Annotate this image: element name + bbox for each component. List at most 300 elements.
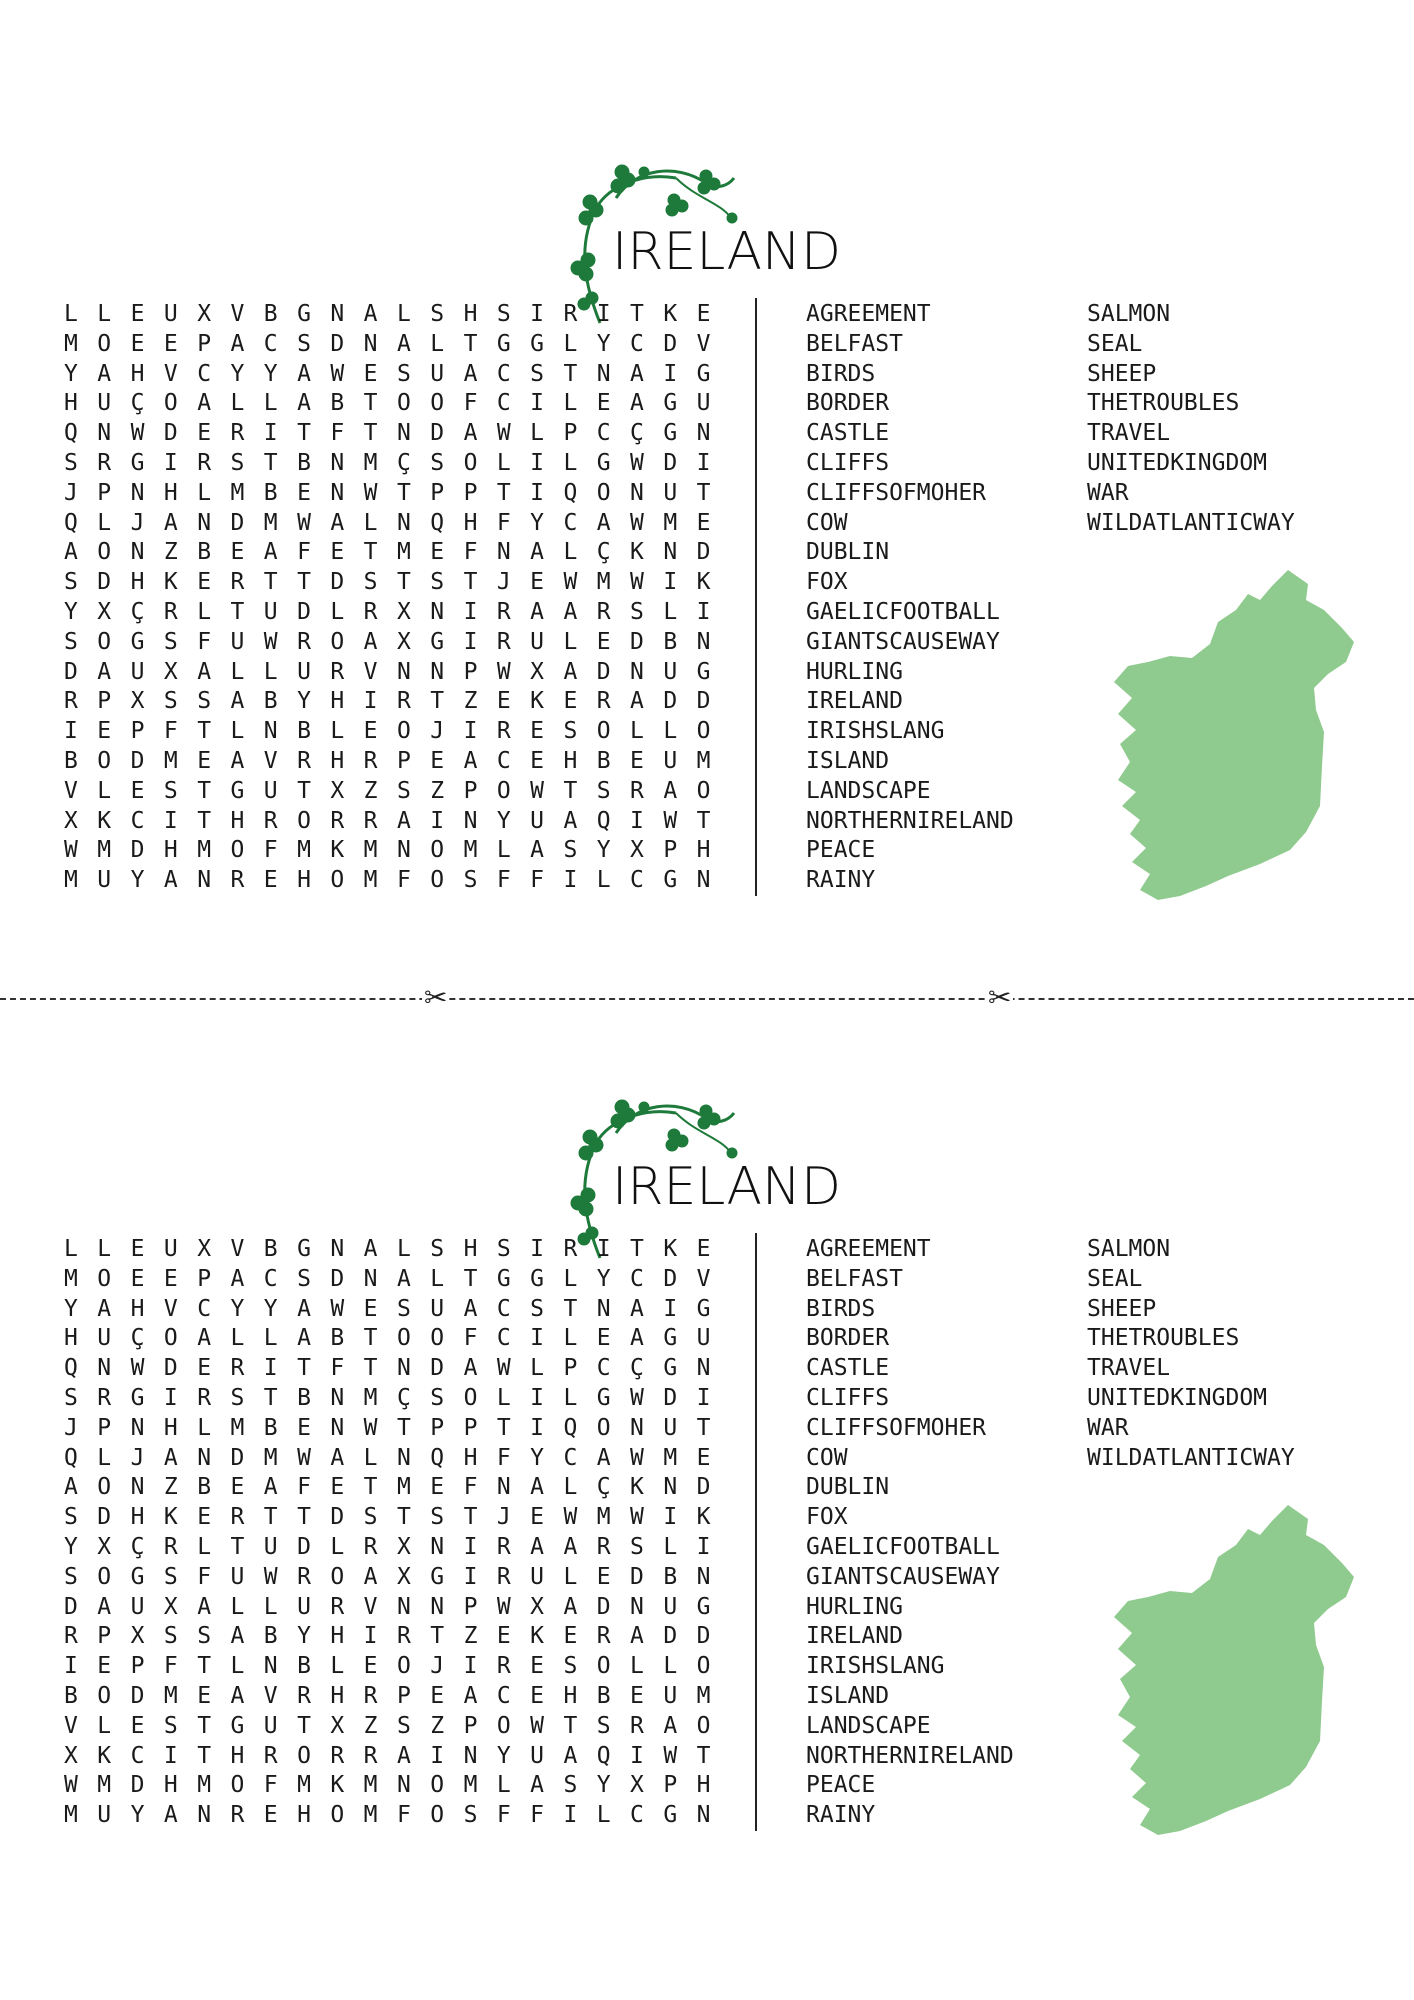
grid-letter: O xyxy=(396,718,411,745)
grid-letter: L xyxy=(330,598,345,625)
grid-letter: P xyxy=(663,837,678,864)
grid-letter: A xyxy=(563,598,578,625)
grid-row xyxy=(64,1771,730,1801)
grid-letter: S xyxy=(163,628,178,655)
grid-letter: I xyxy=(363,688,378,715)
grid-letter: L xyxy=(230,390,245,417)
grid-letter: L xyxy=(563,1325,578,1352)
grid-letter: Ç xyxy=(396,1384,411,1411)
grid-letter: M xyxy=(463,837,478,864)
grid-letter: A xyxy=(530,1533,545,1560)
grid-row xyxy=(64,836,730,866)
grid-letter: A xyxy=(297,390,311,417)
grid-letter: H xyxy=(330,688,345,715)
grid-letter: T xyxy=(363,539,378,566)
word-list-left xyxy=(806,300,1014,896)
grid-letter: T xyxy=(696,1742,711,1769)
grid-letter: N xyxy=(430,1533,445,1560)
grid-letter: M xyxy=(163,747,178,774)
grid-letter: E xyxy=(130,1712,145,1739)
grid-letter: D xyxy=(696,1623,711,1650)
grid-letter: R xyxy=(230,867,245,894)
grid-letter: P xyxy=(463,777,478,804)
grid-letter: N xyxy=(130,479,145,506)
grid-letter: L xyxy=(97,1236,112,1262)
grid-letter: I xyxy=(630,807,644,834)
grid-letter: Q xyxy=(563,1414,578,1441)
grid-letter: N xyxy=(396,1772,411,1799)
grid-letter: E xyxy=(430,747,445,774)
grid-letter: T xyxy=(563,777,578,804)
grid-letter: G xyxy=(663,1802,678,1829)
grid-letter: H xyxy=(330,1623,345,1650)
grid-letter: G xyxy=(596,449,611,476)
grid-letter: N xyxy=(696,1563,711,1590)
grid-letter: S xyxy=(230,1384,245,1411)
grid-letter: B xyxy=(263,301,278,327)
grid-letter: S xyxy=(463,1802,478,1829)
grid-letter: U xyxy=(530,1742,545,1769)
grid-letter: M xyxy=(363,1772,378,1799)
grid-letter: O xyxy=(163,390,178,417)
grid-letter: U xyxy=(130,1593,145,1620)
grid-letter: O xyxy=(330,628,345,655)
grid-letter: P xyxy=(563,1355,578,1382)
grid-letter: R xyxy=(496,628,511,655)
grid-letter: L xyxy=(263,1325,278,1352)
grid-letter: M xyxy=(297,837,311,864)
grid-letter: Y xyxy=(530,1444,545,1471)
grid-letter: Y xyxy=(496,807,511,834)
grid-letter: I xyxy=(663,360,678,387)
grid-letter: G xyxy=(663,867,678,894)
grid-letter: T xyxy=(297,1712,311,1739)
grid-letter: S xyxy=(396,1295,411,1322)
grid-letter: W xyxy=(663,1742,678,1769)
grid-letter: M xyxy=(696,747,711,774)
grid-letter: G xyxy=(430,1563,445,1590)
grid-letter: W xyxy=(630,1444,644,1471)
grid-letter: T xyxy=(496,1414,511,1441)
grid-letter: O xyxy=(330,1802,345,1829)
grid-letter: B xyxy=(330,390,345,417)
word-list-item: AGREEMENT xyxy=(806,301,931,327)
grid-letter: A xyxy=(663,1712,678,1739)
grid-letter: A xyxy=(530,837,545,864)
grid-letter: Ç xyxy=(130,598,145,625)
grid-letter: H xyxy=(696,837,711,864)
grid-letter: A xyxy=(163,1444,178,1471)
grid-row xyxy=(64,747,730,777)
grid-letter: T xyxy=(563,1712,578,1739)
grid-letter: D xyxy=(330,569,345,596)
word-list-item: FOX xyxy=(806,569,848,596)
grid-letter: D xyxy=(696,688,711,715)
grid-letter: O xyxy=(163,1325,178,1352)
grid-letter: X xyxy=(396,628,411,655)
grid-letter: L xyxy=(97,1444,112,1471)
grid-letter: G xyxy=(496,330,511,357)
grid-letter: M xyxy=(663,509,678,536)
grid-letter: M xyxy=(97,1772,112,1799)
grid-letter: D xyxy=(696,1474,711,1501)
page-title: IRELAND xyxy=(612,222,841,282)
grid-letter: N xyxy=(396,1593,411,1620)
grid-letter: K xyxy=(530,688,545,715)
word-list-item: DUBLIN xyxy=(806,539,890,566)
word-list-item: IRELAND xyxy=(806,688,903,715)
grid-letter: F xyxy=(463,539,478,566)
grid-letter: O xyxy=(97,1265,112,1292)
grid-letter: Ç xyxy=(130,1533,145,1560)
grid-letter: R xyxy=(163,598,178,625)
grid-letter: L xyxy=(230,1325,245,1352)
grid-letter: F xyxy=(396,1802,411,1829)
grid-row xyxy=(64,866,730,896)
grid-letter: I xyxy=(663,569,678,596)
grid-letter: R xyxy=(197,1384,212,1411)
grid-letter: E xyxy=(530,747,545,774)
grid-letter: O xyxy=(230,837,245,864)
grid-letter: W xyxy=(563,1504,578,1531)
grid-letter: U xyxy=(163,1236,178,1262)
grid-letter: J xyxy=(130,1444,145,1471)
grid-letter: O xyxy=(430,1325,445,1352)
grid-letter: G xyxy=(130,449,145,476)
grid-letter: I xyxy=(463,598,478,625)
grid-letter: A xyxy=(630,390,644,417)
grid-letter: D xyxy=(230,509,245,536)
grid-row xyxy=(64,1563,730,1593)
word-list-item: BIRDS xyxy=(806,360,876,387)
grid-letter: L xyxy=(430,330,445,357)
grid-letter: X xyxy=(630,1772,644,1799)
grid-letter: R xyxy=(230,1504,245,1531)
grid-letter: L xyxy=(396,1236,411,1262)
grid-letter: I xyxy=(163,449,178,476)
grid-letter: R xyxy=(97,1384,112,1411)
grid-letter: N xyxy=(430,658,445,685)
grid-letter: S xyxy=(197,1623,212,1650)
grid-letter: K xyxy=(163,1504,178,1531)
grid-letter: U xyxy=(297,658,311,685)
grid-letter: J xyxy=(430,1653,445,1680)
grid-letter: I xyxy=(163,807,178,834)
grid-letter: I xyxy=(530,390,545,417)
grid-letter: W xyxy=(630,569,644,596)
grid-letter: K xyxy=(330,1772,345,1799)
grid-letter: O xyxy=(330,1563,345,1590)
grid-letter: C xyxy=(496,1325,511,1352)
grid-letter: F xyxy=(330,420,345,447)
grid-letter: F xyxy=(496,1802,511,1829)
word-list-item: COW xyxy=(806,1444,848,1471)
word-list-item: SHEEP xyxy=(1087,360,1157,387)
grid-letter: A xyxy=(630,1325,644,1352)
grid-letter: K xyxy=(530,1623,545,1650)
grid-letter: T xyxy=(396,569,411,596)
grid-letter: G xyxy=(663,1325,678,1352)
grid-letter: E xyxy=(696,509,711,536)
grid-letter: X xyxy=(163,658,178,685)
grid-letter: W xyxy=(130,1355,145,1382)
word-list-item: SEAL xyxy=(1087,1265,1143,1292)
grid-letter: C xyxy=(496,1682,511,1709)
word-list-item: ISLAND xyxy=(806,747,890,774)
grid-letter: H xyxy=(330,1682,345,1709)
ireland-map xyxy=(1110,570,1360,900)
grid-letter: O xyxy=(97,539,112,566)
grid-letter: E xyxy=(330,539,345,566)
grid-letter: Ç xyxy=(630,420,644,447)
grid-row xyxy=(64,389,730,419)
grid-letter: P xyxy=(197,1265,212,1292)
grid-letter: F xyxy=(163,718,178,745)
grid-letter: X xyxy=(396,1533,411,1560)
grid-letter: D xyxy=(663,1384,678,1411)
grid-letter: N xyxy=(330,449,345,476)
grid-letter: D xyxy=(663,688,678,715)
grid-letter: D xyxy=(64,1593,78,1620)
word-list-item: ISLAND xyxy=(806,1682,890,1709)
grid-letter: E xyxy=(330,1474,345,1501)
grid-letter: K xyxy=(630,539,644,566)
word-list-item: GIANTSCAUSEWAY xyxy=(806,628,1000,655)
grid-letter: E xyxy=(596,1325,611,1352)
grid-letter: J xyxy=(64,479,78,506)
grid-letter: H xyxy=(696,1772,711,1799)
grid-letter: P xyxy=(197,330,212,357)
grid-row xyxy=(64,687,730,717)
grid-letter: A xyxy=(396,807,411,834)
grid-letter: T xyxy=(363,420,378,447)
grid-letter: N xyxy=(263,1653,278,1680)
grid-letter: E xyxy=(530,1504,545,1531)
grid-row xyxy=(64,777,730,807)
grid-letter: C xyxy=(630,867,644,894)
grid-letter: E xyxy=(430,1474,445,1501)
grid-letter: R xyxy=(64,688,78,715)
grid-letter: M xyxy=(396,1474,411,1501)
grid-letter: U xyxy=(97,390,112,417)
grid-letter: Ç xyxy=(130,1325,145,1352)
grid-letter: P xyxy=(97,479,112,506)
word-list-item: PEACE xyxy=(806,837,876,864)
grid-letter: E xyxy=(363,360,378,387)
grid-letter: K xyxy=(663,301,678,327)
grid-letter: H xyxy=(563,747,578,774)
grid-letter: T xyxy=(197,1653,212,1680)
word-list-item: PEACE xyxy=(806,1772,876,1799)
grid-letter: B xyxy=(596,1682,611,1709)
grid-letter: G xyxy=(297,1236,311,1262)
grid-letter: O xyxy=(596,1414,611,1441)
grid-letter: R xyxy=(630,1712,644,1739)
grid-letter: O xyxy=(330,867,345,894)
grid-letter: W xyxy=(330,1295,345,1322)
grid-letter: L xyxy=(230,1653,245,1680)
grid-letter: B xyxy=(596,747,611,774)
grid-letter: H xyxy=(163,1772,178,1799)
grid-letter: M xyxy=(64,1802,78,1829)
grid-letter: V xyxy=(263,747,278,774)
grid-letter: Y xyxy=(530,509,545,536)
grid-letter: S xyxy=(463,867,478,894)
grid-letter: I xyxy=(463,1653,478,1680)
grid-letter: H xyxy=(230,1742,245,1769)
grid-letter: U xyxy=(530,1563,545,1590)
grid-letter: N xyxy=(330,301,345,327)
grid-letter: N xyxy=(363,1265,378,1292)
grid-letter: U xyxy=(663,1682,678,1709)
grid-letter: A xyxy=(230,688,245,715)
grid-letter: I xyxy=(463,1533,478,1560)
grid-letter: B xyxy=(197,539,212,566)
word-list-item: IRISHSLANG xyxy=(806,718,945,745)
grid-letter: C xyxy=(263,1265,278,1292)
grid-letter: X xyxy=(197,301,212,327)
grid-letter: H xyxy=(463,301,478,327)
grid-letter: A xyxy=(363,301,378,327)
word-list-item: CLIFFS xyxy=(806,1384,890,1411)
grid-letter: I xyxy=(663,1295,678,1322)
grid-letter: F xyxy=(463,390,478,417)
grid-letter: U xyxy=(663,1593,678,1620)
grid-letter: U xyxy=(430,1295,445,1322)
grid-letter: B xyxy=(297,1384,311,1411)
grid-letter: L xyxy=(496,449,511,476)
grid-letter: O xyxy=(696,777,711,804)
grid-row xyxy=(64,449,730,479)
grid-letter: L xyxy=(563,1474,578,1501)
grid-letter: A xyxy=(596,509,611,536)
grid-row xyxy=(64,1265,730,1295)
grid-letter: T xyxy=(197,1712,212,1739)
grid-letter: I xyxy=(596,1236,611,1262)
puzzle-card-top xyxy=(0,0,1414,960)
grid-letter: A xyxy=(363,1563,378,1590)
grid-letter: E xyxy=(130,1236,145,1262)
grid-letter: S xyxy=(430,1236,445,1262)
grid-letter: R xyxy=(230,420,245,447)
grid-letter: B xyxy=(297,1653,311,1680)
grid-letter: N xyxy=(130,1474,145,1501)
grid-letter: R xyxy=(330,807,345,834)
grid-letter: F xyxy=(530,1802,545,1829)
grid-letter: X xyxy=(396,1563,411,1590)
grid-letter: P xyxy=(396,747,411,774)
grid-letter: H xyxy=(330,747,345,774)
grid-letter: Z xyxy=(363,1712,378,1739)
grid-letter: N xyxy=(430,1593,445,1620)
grid-letter: R xyxy=(363,807,378,834)
grid-letter: M xyxy=(596,1504,611,1531)
word-list-item: CASTLE xyxy=(806,420,890,447)
grid-letter: C xyxy=(563,509,578,536)
grid-letter: A xyxy=(463,360,478,387)
grid-letter: A xyxy=(663,777,678,804)
grid-letter: O xyxy=(596,718,611,745)
grid-letter: L xyxy=(530,420,545,447)
grid-letter: N xyxy=(696,1802,711,1829)
grid-letter: T xyxy=(363,1474,378,1501)
grid-row xyxy=(64,1295,730,1325)
grid-letter: W xyxy=(496,1593,511,1620)
grid-letter: A xyxy=(363,628,378,655)
grid-letter: R xyxy=(230,1355,245,1382)
grid-letter: P xyxy=(463,1593,478,1620)
grid-letter: D xyxy=(630,628,644,655)
grid-letter: N xyxy=(363,330,378,357)
grid-letter: W xyxy=(630,1384,644,1411)
grid-letter: K xyxy=(97,1742,112,1769)
grid-letter: U xyxy=(263,1533,278,1560)
grid-letter: W xyxy=(630,1504,644,1531)
grid-letter: G xyxy=(430,628,445,655)
grid-letter: I xyxy=(263,420,278,447)
grid-letter: F xyxy=(463,1325,478,1352)
grid-letter: D xyxy=(596,1593,611,1620)
grid-letter: E xyxy=(430,539,445,566)
grid-row xyxy=(64,1235,730,1265)
grid-letter: U xyxy=(230,628,245,655)
grid-letter: X xyxy=(530,658,545,685)
grid-letter: T xyxy=(496,479,511,506)
grid-letter: N xyxy=(197,509,212,536)
grid-letter: A xyxy=(163,1802,178,1829)
grid-letter: N xyxy=(696,628,711,655)
grid-letter: E xyxy=(163,330,178,357)
grid-letter: T xyxy=(363,1355,378,1382)
grid-letter: S xyxy=(64,1384,78,1411)
grid-letter: O xyxy=(396,1653,411,1680)
grid-letter: W xyxy=(363,1414,378,1441)
grid-letter: G xyxy=(696,360,711,387)
grid-letter: Ç xyxy=(396,449,411,476)
grid-letter: H xyxy=(463,509,478,536)
grid-letter: O xyxy=(496,1712,511,1739)
grid-letter: M xyxy=(64,1265,78,1292)
grid-letter: E xyxy=(197,569,212,596)
grid-letter: S xyxy=(396,1712,411,1739)
grid-letter: C xyxy=(563,1444,578,1471)
grid-letter: D xyxy=(97,1504,112,1531)
grid-letter: D xyxy=(163,1355,178,1382)
grid-letter: A xyxy=(97,658,112,685)
grid-letter: S xyxy=(297,330,311,357)
grid-letter: X xyxy=(330,1712,345,1739)
grid-letter: D xyxy=(163,420,178,447)
grid-letter: G xyxy=(696,1593,711,1620)
grid-letter: O xyxy=(596,1653,611,1680)
grid-letter: T xyxy=(297,1355,311,1382)
grid-letter: L xyxy=(563,628,578,655)
grid-row xyxy=(64,1473,730,1503)
grid-letter: I xyxy=(64,718,78,745)
grid-letter: M xyxy=(363,867,378,894)
grid-letter: A xyxy=(197,390,212,417)
grid-letter: O xyxy=(596,479,611,506)
grid-letter: A xyxy=(163,867,178,894)
grid-letter: V xyxy=(163,1295,178,1322)
grid-letter: L xyxy=(197,479,212,506)
grid-letter: H xyxy=(163,1414,178,1441)
grid-letter: E xyxy=(563,688,578,715)
grid-letter: T xyxy=(197,777,212,804)
grid-letter: L xyxy=(263,1593,278,1620)
grid-letter: B xyxy=(64,1682,78,1709)
grid-letter: R xyxy=(496,1533,511,1560)
